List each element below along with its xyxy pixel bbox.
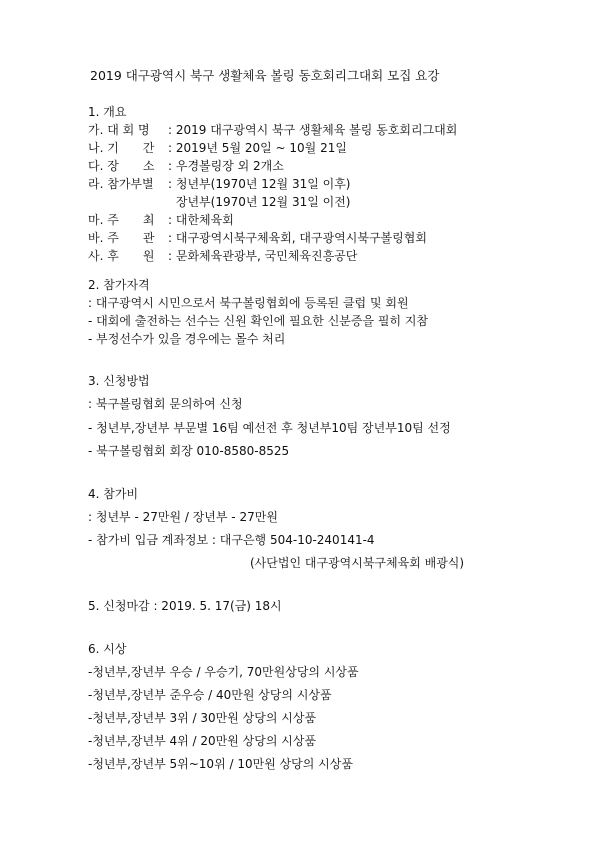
award-line: -청년부,장년부 3위 / 30만원 상당의 시상품 (88, 711, 317, 725)
section-2-heading: 2. 참가자격 (88, 278, 150, 292)
row-colon: : (168, 159, 176, 173)
row-value: 우경볼링장 외 2개소 (175, 159, 284, 173)
row-colon: : (168, 231, 176, 245)
row-label: 사. 후 원 (88, 249, 155, 263)
fee-line: : 청년부 - 27만원 / 장년부 - 27만원 (88, 510, 278, 524)
row-colon: : (168, 249, 176, 263)
document-title: 2019 대구광역시 북구 생활체육 볼링 동호회리그대회 모집 요강 (90, 68, 440, 83)
award-line: -청년부,장년부 우승 / 우승기, 70만원상당의 시상품 (88, 665, 359, 679)
overview-row-venue (88, 158, 284, 174)
overview-row-host (88, 212, 234, 228)
fee-account-holder: (사단법인 대구광역시북구체육회 배광식) (250, 556, 465, 570)
row-value: 2019 대구광역시 북구 생활체육 볼링 동호회리그대회 (175, 123, 458, 137)
row-colon: : (168, 123, 176, 137)
row-label: 가. 대 회 명 (88, 123, 150, 137)
application-line: - 청년부,장년부 부문별 16팀 예선전 후 청년부10팀 장년부10팀 선정 (88, 421, 451, 435)
section-6-heading: 6. 시상 (88, 642, 127, 656)
award-line: -청년부,장년부 준우승 / 40만원 상당의 시상품 (88, 688, 332, 702)
section-4-heading: 4. 참가비 (88, 487, 139, 501)
row-value: 대구광역시북구체육회, 대구광역시북구볼링협회 (175, 231, 427, 245)
row-value: 대한체육회 (175, 213, 234, 227)
fee-line: - 참가비 입금 계좌정보 : 대구은행 504-10-240141-4 (88, 533, 375, 547)
section-1-heading: 1. 개요 (88, 105, 127, 119)
overview-row-event-name (88, 122, 457, 138)
overview-row-divisions (88, 176, 350, 192)
overview-row-sponsor (88, 248, 357, 264)
section-5-heading: 5. 신청마감 : 2019. 5. 17(금) 18시 (88, 599, 282, 613)
row-label: 다. 장 소 (88, 159, 155, 173)
award-line: -청년부,장년부 5위~10위 / 10만원 상당의 시상품 (88, 757, 353, 771)
row-value: 문화체육관광부, 국민체육진흥공단 (175, 249, 358, 263)
overview-row-organizer (88, 230, 427, 246)
row-colon: : (168, 213, 176, 227)
overview-row-period (88, 140, 347, 156)
row-label: 바. 주 관 (88, 231, 155, 245)
row-value: 2019년 5월 20일 ~ 10월 21일 (175, 141, 347, 155)
eligibility-line: - 부정선수가 있을 경우에는 몰수 처리 (88, 332, 286, 346)
row-label: 라. 참가부별 (88, 177, 154, 191)
overview-row-divisions-2 (88, 194, 350, 210)
row-colon: : (168, 141, 176, 155)
eligibility-line: : 대구광역시 시민으로서 북구볼링협회에 등록된 클럽 및 회원 (88, 296, 409, 310)
application-line: - 북구볼링협회 회장 010-8580-8525 (88, 444, 290, 458)
row-label: 나. 기 간 (88, 141, 155, 155)
row-value: 청년부(1970년 12월 31일 이후) (175, 177, 351, 191)
row-colon: : (168, 177, 176, 191)
application-line: : 북구볼링협회 문의하여 신청 (88, 397, 243, 411)
row-value: 장년부(1970년 12월 31일 이전) (175, 195, 351, 209)
award-line: -청년부,장년부 4위 / 20만원 상당의 시상품 (88, 734, 317, 748)
eligibility-line: - 대회에 출전하는 선수는 신원 확인에 필요한 신분증을 필히 지참 (88, 314, 429, 328)
section-3-heading: 3. 신청방법 (88, 374, 150, 388)
row-label: 마. 주 최 (88, 213, 155, 227)
